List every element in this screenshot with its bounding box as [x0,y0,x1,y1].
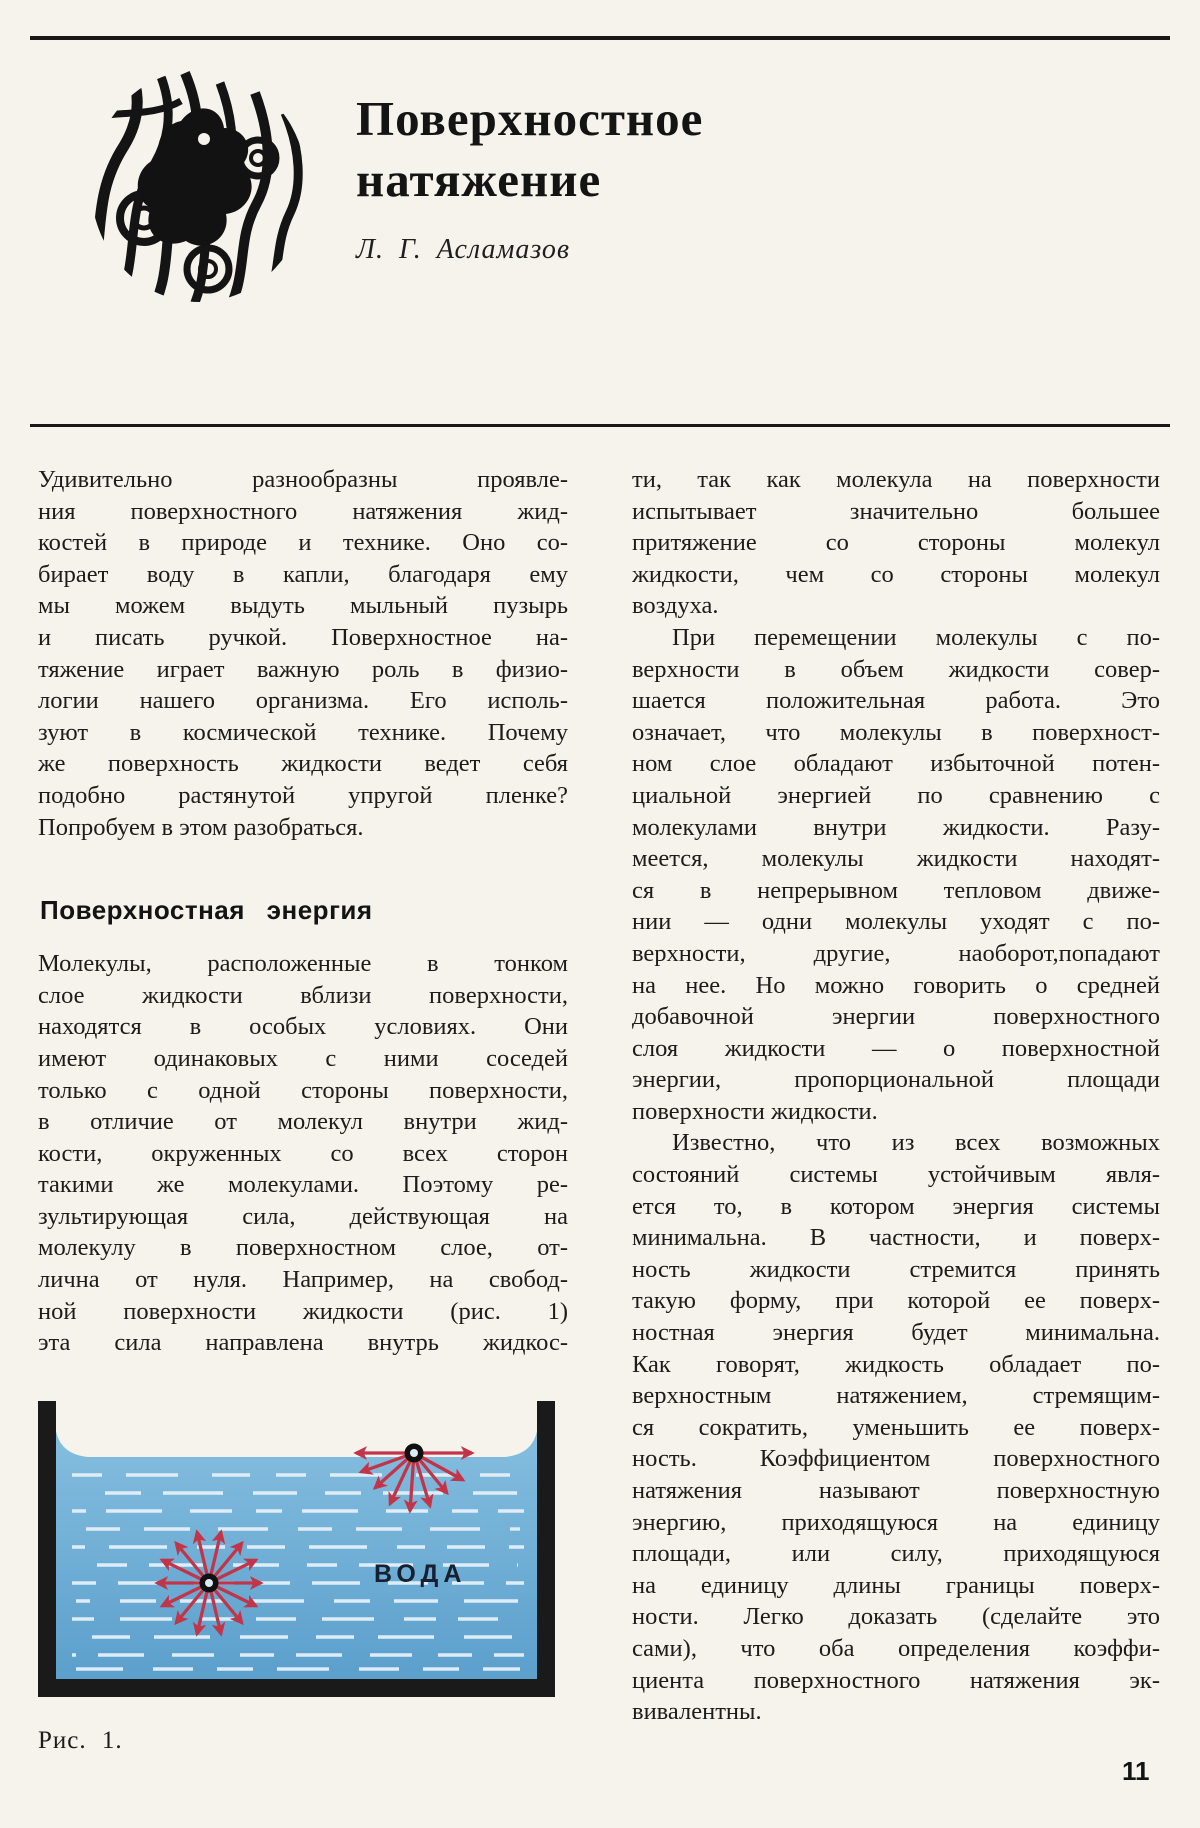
text-line: ность. Коэффициентом поверхностного [632,1445,1160,1473]
text-line: циента поверхностного натяжения эк- [632,1666,1160,1694]
text-line: зультирующая сила, действующая на [38,1202,568,1230]
text-line: жидкости, чем со стороны молекул [632,560,1160,588]
article-title-line1: Поверхностное [356,91,704,146]
text-line: вивалентны. [632,1698,762,1726]
text-line: состояний системы устойчивым явля- [632,1161,1160,1189]
text-line: ной поверхности жидкости (рис. 1) [38,1297,568,1325]
tank-bottom [38,1679,555,1697]
text-line: такими же молекулами. Поэтому ре- [38,1171,568,1199]
text-line: и писать ручкой. Поверхностное на- [38,623,568,651]
text-line: При перемещении молекулы с по- [672,623,1160,651]
text-line: ется то, в котором энергия системы [632,1192,1160,1220]
text-line: ностная энергия будет минимальна. [632,1319,1160,1347]
text-line: ном слое обладают избыточной потен- [632,750,1160,778]
text-line: в отличие от молекул внутри жид- [38,1108,568,1136]
text-line: тяжение играет важную роль в физио- [38,655,568,683]
text-line: зуют в космической технике. Почему [38,718,568,746]
text-line: означает, что молекулы в поверхност- [632,718,1160,746]
text-line: на нее. Но можно говорить о средней [632,971,1160,999]
bulk-molecule-core [205,1579,213,1587]
text-line: только с одной стороны поверхности, [38,1076,568,1104]
top-rule [30,36,1170,40]
text-line: добавочной энергии поверхностного [632,1003,1160,1031]
text-line: натяжения называют поверхностную [632,1477,1160,1504]
water-label: ВОДА [374,1559,467,1588]
text-line: верхностным натяжением, стремящим- [632,1382,1160,1410]
text-line: энергию, приходящуюся на единицу [632,1508,1160,1536]
text-line: молекулами внутри жидкости. Разу- [632,813,1160,841]
tank-left-wall [38,1401,56,1697]
text-line: молекулу в поверхностном слое, от- [38,1234,568,1262]
text-line: циальной энергией по сравнению с [632,781,1160,809]
text-line: сами), что оба определения коэффи- [632,1634,1160,1662]
figure-caption: Рис. 1. [38,1726,123,1754]
right-column [632,464,1160,1755]
figure-eye [198,133,210,145]
text-line: же поверхность жидкости ведет себя [38,750,568,778]
paragraph-surface-energy [38,948,568,1359]
text-line: на единицу длины границы поверх- [632,1571,1160,1599]
article-header [356,88,703,266]
text-line: Молекулы, расположенные в тонком [38,950,568,978]
text-line: подобно растянутой упругой пленке? [38,781,568,809]
text-line: кости, окруженных со всех сторон [38,1139,568,1167]
text-line: площади, или силу, приходящуюся [632,1540,1160,1568]
text-line: костей в природе и технике. Оно со- [38,529,568,557]
text-line: Как говорят, жидкость обладает по- [632,1350,1160,1378]
text-line: минимальна. В частности, и поверх- [632,1224,1160,1252]
article-author: Л. Г. Асламазов [356,234,571,265]
header-rule [30,424,1170,427]
text-line: Удивительно разнообразны проявле- [38,466,568,493]
text-line: меется, молекулы жидкости находят- [632,845,1160,873]
text-line: ность жидкости стремится принять [632,1255,1160,1283]
text-line: верхности в объем жидкости совер- [632,655,1160,683]
left-column [38,464,568,1755]
text-line: слоя жидкости — о поверхностной [632,1034,1160,1062]
text-line: Известно, что из всех возможных [672,1129,1160,1157]
surface-molecule-core [410,1449,418,1457]
text-line: бирает воду в капли, благодаря ему [38,560,568,588]
text-line: поверхности жидкости. [632,1097,878,1125]
figure-1 [38,1401,555,1755]
section-heading: Поверхностная энергия [40,895,373,926]
tank-right-wall [537,1401,555,1697]
text-line: логии нашего организма. Его исполь- [38,687,568,715]
text-line: эта сила направлена внутрь жидкос- [38,1329,568,1357]
text-line: ся сократить, уменьшить ее поверх- [632,1413,1160,1441]
text-line: энергии, пропорциональной площади [632,1066,1160,1094]
water-body [56,1431,537,1679]
text-line: испытывает значительно большее [632,497,1160,525]
text-line: такую форму, при которой ее поверх- [632,1287,1160,1315]
header-illustration [86,66,314,306]
text-line: ся в непрерывном тепловом движе- [632,876,1160,904]
page-number: 11 [1122,1756,1150,1786]
text-line: ности. Легко доказать (сделайте это [632,1603,1160,1631]
text-line: верхности, другие, наоборот,попадают [632,939,1160,967]
text-line: слое жидкости вблизи поверхности, [38,981,568,1009]
water-tank-diagram [38,1401,555,1697]
article-title-line2: натяжение [356,152,602,207]
text-line: воздуха. [632,592,719,620]
text-line: мы можем выдуть мыльный пузырь [38,592,568,620]
text-line: притяжение со стороны молекул [632,529,1160,557]
text-line: Попробуем в этом разобраться. [38,813,364,841]
text-line: имеют одинаковых с ними соседей [38,1044,568,1072]
text-columns [38,464,1160,1755]
paragraph-intro [38,464,568,843]
text-line: нии — одни молекулы уходят с по- [632,908,1160,936]
text-line: находятся в особых условиях. Они [38,1013,568,1041]
text-line: ния поверхностного натяжения жид- [38,497,568,525]
text-line: ти, так как молекула на поверхности [632,466,1160,493]
text-line: лична от нуля. Например, на свобод- [38,1266,568,1294]
text-line: шается положительная работа. Это [632,687,1160,715]
